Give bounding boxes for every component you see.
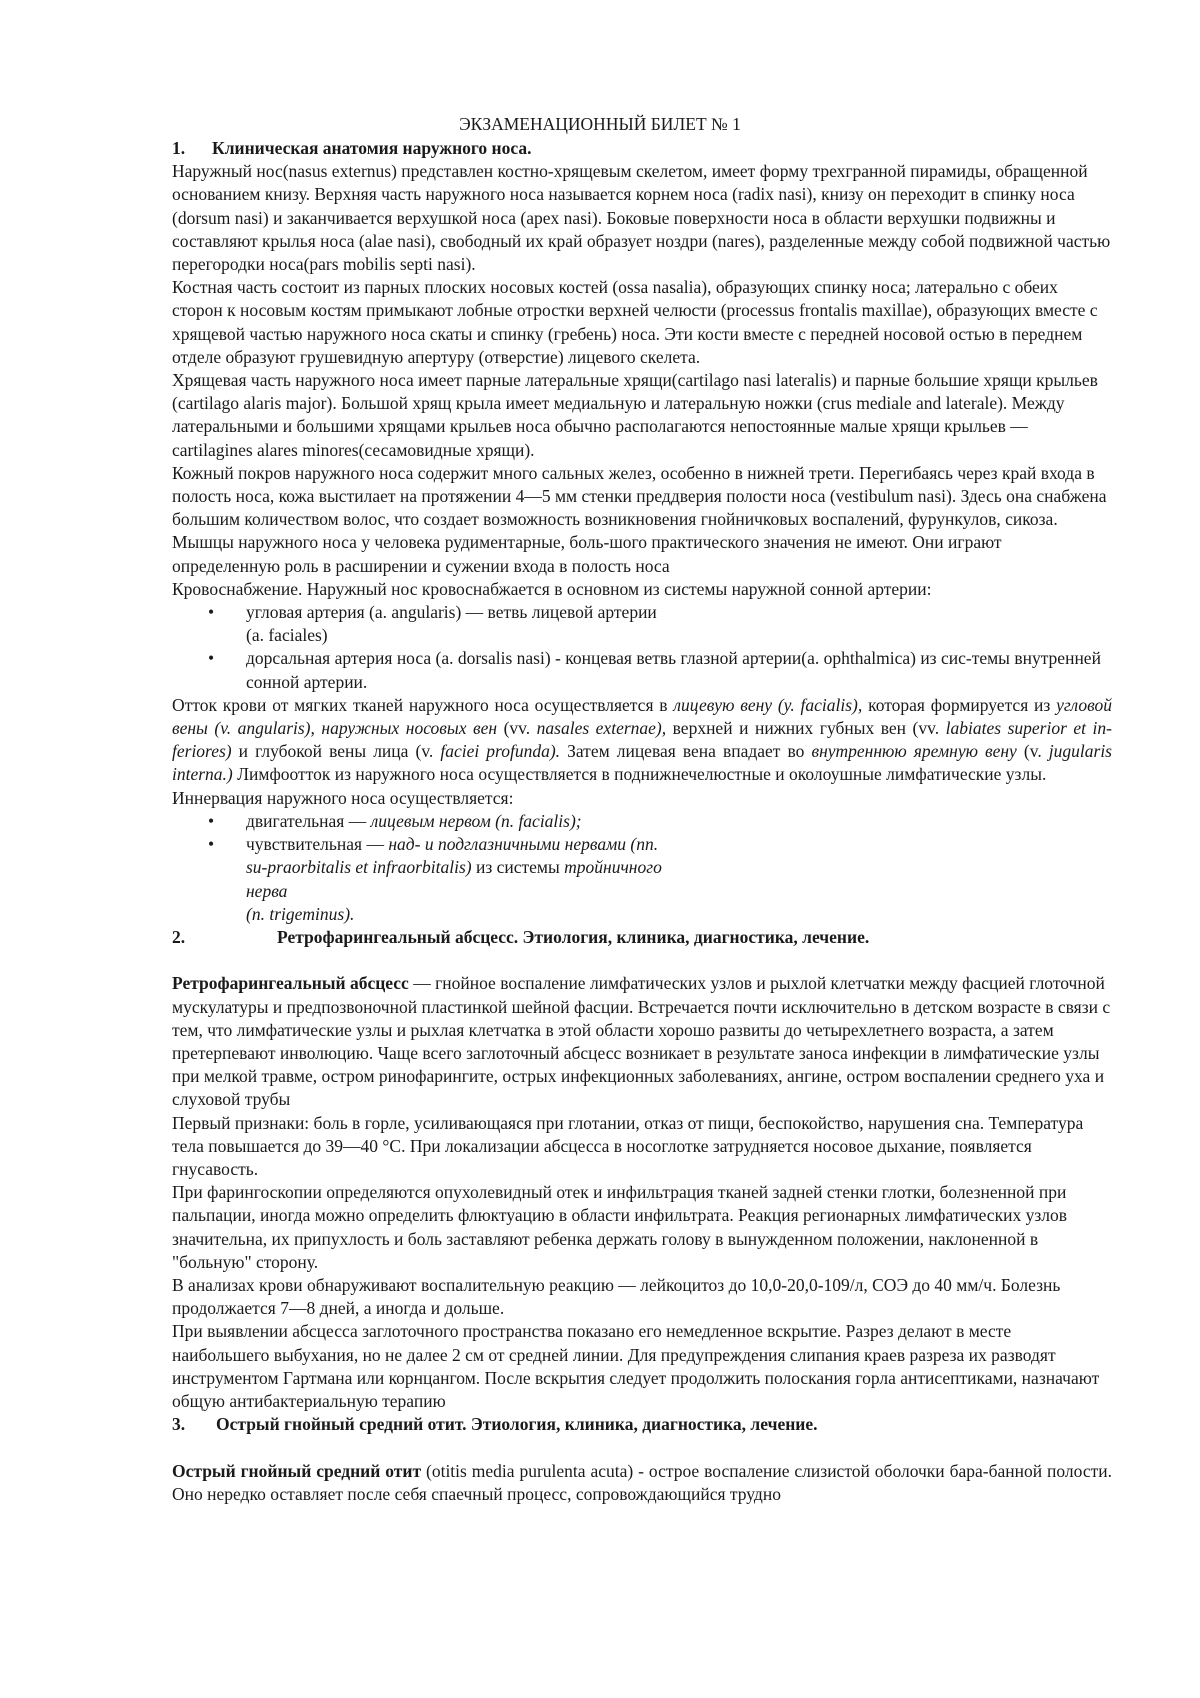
blank-line [172,1436,1112,1459]
question-1-title: Клиническая анатомия наружного носа. [212,138,532,158]
q2-term: Ретрофарингеальный абсцесс [172,973,409,994]
q2-paragraph-3: При фарингоскопии определяются опухолевидный отек и инфильтрация тканей задней стенки глотки, болезненной при пальпации, иногда можно определить флюктуацию в области инфильтрата. Реакция регионарных лимфатических узлов значительна, их припухлость и боль заставляют ребенка держать голову в вынужденном положении, наклоненной в "больную" сторону. [172,1182,1067,1272]
question-1-number: 1. [172,138,186,158]
question-2-title: Ретрофарингеальный абсцесс. Этиология, клиника, диагностика, лечение. [277,926,870,947]
innervation-item-italic: тройничного нерва [246,857,662,901]
innervation-list [172,810,1112,926]
q1-innervation-intro: Иннервация наружного носа осуществляется: [172,787,514,808]
list-item [172,810,1112,833]
q1-paragraph-4: Кожный покров наружного носа содержит много сальных желез, особенно в нижней трети. Перегибаясь через край входа в полость носа, кожа выстилает на протяжении 4—5 мм стенки преддверия полости носа (vestibulum nasi). Здесь она снабжена большим количеством волос, что создает возможность возникновения гнойничковых воспалений, фурункулов, сикоза. Мышцы наружного носа у человека рудиментарные, боль-шого практического значения не имеют. Они играют определенную роль в расширении и сужении входа в полость носа [172,462,1107,576]
q2-paragraph-4: В анализах крови обнаруживают воспалительную реакцию — лейкоцитоз до 10,0-20,0-109/л, СОЭ до 40 мм/ч. Болезнь продолжается 7—8 дней, а иногда и дольше. [172,1274,1061,1319]
outflow-text: верхней и нижних губных вен (vv. [666,718,946,739]
outflow-italic: угловой вены (v. angularis), наружных носовых вен [172,694,1112,739]
q1-paragraph-2: Костная часть состоит из парных плоских носовых костей (ossa nasalia), образующих спинку носа; латерально с обеих сторон к носовым костям примыкают лобные отростки верхней челюсти (processus frontalis maxillae), образующих вместе с хрящевой частью наружного носа скаты и спинку (гребень) носа. Эти кости вместе с передней носовой остью в переднем отделе образуют грушевидную апертуру (отверстие) лицевого скелета. [172,277,1098,367]
ticket-title: ЭКЗАМЕНАЦИОННЫЙ БИЛЕТ № 1 [459,114,741,134]
list-item [172,833,666,926]
outflow-italic: лицевую вену (у. facialis), [673,694,863,715]
outflow-italic: labiates superior et in-feriores) [172,718,1112,762]
q3-paragraph-1-text: (otitis media purulenta acuta) - острое воспаление слизистой оболочки бара-банной полости. Оно нередко оставляет после себя спаечный процесс, сопровождающийся трудно [172,1460,1113,1504]
outflow-text: которая формируется из [862,694,1057,715]
question-2-heading [172,926,1112,949]
q1-paragraph-3: Хрящевая часть наружного носа имеет парные латеральные хрящи(cartilago nasi lateralis) и парные большие хрящи крыльев (cartilago alaris major). Большой хрящ крыла имеет медиальную и латеральную ножки (crus mediale and laterale). Между латеральными и большими хрящами крыльев носа обычно располагаются непостоянные малые хрящи крыльев — cartilagines alares minores(сесамовидные хрящи). [172,370,1098,460]
blood-item-2: дорсальная артерия носа (a. dorsalis nasi) - концевая ветвь глазной артерии(a. ophthalmica) из сис-темы внутренней сонной артерии. [246,648,1101,692]
q1-outflow-paragraph [172,694,1112,787]
outflow-italic: nasales externae), [536,718,667,739]
q2-paragraph-2: Первый признаки: боль в горле, усиливающаяся при глотании, отказ от пищи, беспокойство, нарушения сна. Температура тела повышается до 39—40 °С. При локализации абсцесса в носоглотке затрудняется носовое дыхание, появляется гнусавость. [172,1112,1084,1179]
q3-term: Острый гнойный средний отит [172,1460,422,1481]
bullet-icon: • [208,648,215,669]
outflow-italic: jugularis interna.) [172,741,1112,785]
q1-paragraph-1: Наружный нос(nasus externus) представлен костно-хрящевым скелетом, имеет форму трехгранной пирамиды, обращенной основанием книзу. Верхняя часть наружного носа называется корнем носа (radix nasi), книзу он переходит в спинку носа (dorsum nasi) и заканчивается верхушкой носа (apex nasi). Боковые поверхности носа в области верхушки подвижны и составляют крылья носа (alae nasi), свободный их край образует ноздри (nares), разделенные между собой подвижной частью перегородки носа(pars mobilis septi nasi). [172,161,1111,275]
question-3-number: 3. [172,1414,186,1435]
outflow-text: Отток крови от мягких тканей наружного носа осуществляется в [172,694,674,715]
innervation-item-text: чувствительная — [246,834,389,855]
q3-paragraph-1 [172,1460,1112,1506]
q2-paragraph-1-text: — гнойное воспаление лимфатических узлов и рыхлой клетчатки между фасцией глоточной мускулатуры и предпозвоночной пластинкой шейной фасции. Встречается почти исключительно в детском возрасте в связи с тем, что лимфатические узлы и рыхлая клетчатка в этой области хорошо развиты до четырехлетнего возраста, а затем претерпевают инволюцию. Чаще всего заглоточный абсцесс возникает в результате заноса инфекции в лимфатические узлы при мелкой травме, остром ринофарингите, острых инфекционных заболеваниях, ангине, остром воспалении среднего уха и слуховой трубы [172,973,1111,1110]
blood-item-1-line-2: (a. faciales) [246,625,328,646]
innervation-item-italic: над- и подглазничными нервами (nn. su-praorbitalis et infraorbitalis) [246,834,659,878]
blood-supply-list [172,601,1112,694]
blood-item-1-line-1: угловая артерия (a. angularis) — ветвь лицевой артерии [246,602,657,623]
innervation-item-text: из системы [471,857,565,878]
document-body [172,137,1112,1506]
innervation-item-italic: (n. trigeminus). [246,903,355,924]
q1-blood-supply-intro: Кровоснабжение. Наружный нос кровоснабжается в основном из системы наружной сонной артерии: [172,578,932,599]
bullet-icon: • [208,834,215,855]
bullet-icon: • [208,602,215,623]
bullet-icon: • [208,810,215,831]
outflow-text: Затем лицевая вена впадает во [560,741,812,762]
list-item [172,647,1112,693]
outflow-text: Лимфоотток из наружного носа осуществляется в поднижнечелюстные и околоушные лимфатические узлы. [232,764,1047,785]
outflow-text: (vv. [497,718,537,739]
outflow-italic: faciei profunda). [440,741,561,762]
list-item [172,601,1112,647]
question-1-heading [172,137,1112,160]
question-3-heading [172,1413,1112,1436]
outflow-text: (v. [1016,741,1049,762]
outflow-text: и глубокой вены лица (v. [231,741,441,762]
q2-paragraph-1 [172,972,1112,1111]
question-3-title: Острый гнойный средний отит. Этиология, клиника, диагностика, лечение. [216,1414,818,1435]
q2-paragraph-5: При выявлении абсцесса заглоточного пространства показано его немедленное вскрытие. Разрез делают в месте наибольшего выбухания, но не далее 2 см от средней линии. Для предупреждения слипания краев разреза их разводят инструментом Гартмана или корнцангом. После вскрытия следует продолжить полоскания горла антисептиками, назначают общую антибактериальную терапию [172,1321,1100,1411]
innervation-item-italic: лицевым нервом (n. facialis); [370,810,582,831]
outflow-italic: внутреннюю яремную вену [811,741,1017,762]
innervation-item-text: двигательная — [246,810,371,831]
blank-line [172,949,1112,972]
question-2-number: 2. [172,926,186,947]
